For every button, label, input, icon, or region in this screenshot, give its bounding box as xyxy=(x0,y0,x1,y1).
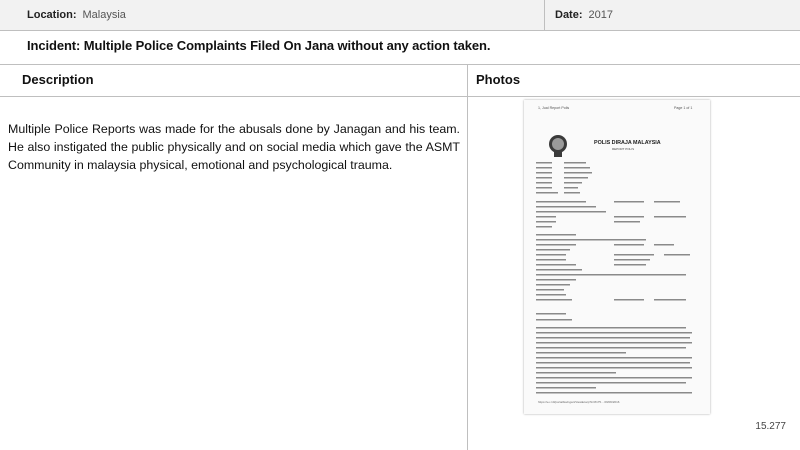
description-text: Multiple Police Reports was made for the abusals done by Janagan and his team. He also instigated the public physically and on social media which gave the ASMT Community in malaysia physical, emotional and psychological trauma. xyxy=(8,122,460,172)
date-field xyxy=(555,9,613,21)
location-field xyxy=(27,9,126,21)
page-number: 15.277 xyxy=(755,421,786,432)
description-header: Description xyxy=(22,72,94,87)
incident-table xyxy=(0,64,800,450)
incident-title: Incident: Multiple Police Complaints Filed On Jana without any action taken. xyxy=(27,38,491,53)
column-divider xyxy=(467,64,468,450)
location-value: Malaysia xyxy=(82,9,126,21)
table-top-border xyxy=(0,64,800,65)
scan-corner-right: Page 1 of 1 xyxy=(674,106,693,110)
scan-footer-url: https://e-i.10/portal/ka/ngan/ViewEcarp?k=8175... 09/06/2016 xyxy=(538,400,620,404)
location-label: Location: xyxy=(27,9,77,21)
police-report-photo[interactable] xyxy=(524,100,710,414)
header-divider xyxy=(544,0,545,31)
scan-corner-left: 1, Jual Report Polis xyxy=(538,106,570,110)
police-report-scan xyxy=(524,100,710,414)
date-label: Date: xyxy=(555,9,583,21)
scan-doc-subtitle: REPORT POLIS xyxy=(612,147,635,151)
scan-doc-title: POLIS DIRAJA MALAYSIA xyxy=(594,140,661,146)
header-bar xyxy=(0,0,800,31)
photos-header: Photos xyxy=(476,72,521,87)
date-value: 2017 xyxy=(588,9,613,21)
header-row-border xyxy=(0,96,800,97)
